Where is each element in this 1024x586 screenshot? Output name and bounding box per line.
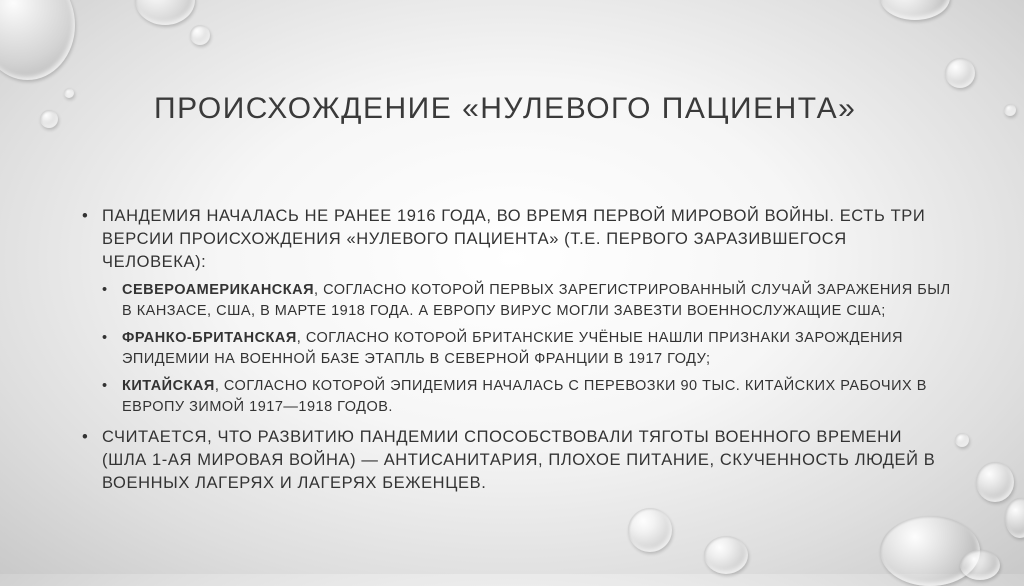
water-drop-decoration: [955, 433, 969, 447]
bullet-text: СЧИТАЕТСЯ, ЧТО РАЗВИТИЮ ПАНДЕМИИ СПОСОБСТВОВАЛИ ТЯГОТЫ ВОЕННОГО ВРЕМЕНИ (ШЛА 1-АЯ МИРОВАЯ ВОЙНА) — АНТИСАНИТАРИЯ, ПЛОХОЕ ПИТАНИЕ, СКУЧЕННОСТЬ ЛЮДЕЙ В ВОЕННЫХ ЛАГЕРЯХ И ЛАГЕРЯХ БЕЖЕНЦЕВ.: [102, 428, 936, 492]
slide-content: [82, 205, 952, 501]
bullet-item: [82, 426, 952, 495]
sub-bullet-item: [102, 376, 952, 418]
water-drop-decoration: [64, 88, 74, 98]
sub-bullet-item: [102, 328, 952, 370]
bullet-marker: •: [102, 282, 108, 298]
water-drop-decoration: [135, 0, 195, 25]
slide-title: ПРОИСХОЖДЕНИЕ «НУЛЕВОГО ПАЦИЕНТА»: [154, 92, 857, 125]
sub-bullet-list: [82, 280, 952, 418]
bullet-item: [82, 205, 952, 274]
water-drop-decoration: [0, 0, 75, 80]
sub-bullet-text: , СОГЛАСНО КОТОРОЙ ЭПИДЕМИЯ НАЧАЛАСЬ С ПЕРЕВОЗКИ 90 ТЫС. КИТАЙСКИХ РАБОЧИХ В ЕВРОПУ ЗИМОЙ 1917—1918 ГОДОВ.: [122, 378, 927, 415]
sub-bullet-term: СЕВЕРОАМЕРИКАНСКАЯ: [122, 282, 315, 298]
sub-bullet-item: [102, 280, 952, 322]
water-drop-decoration: [1005, 498, 1024, 538]
bullet-text: ПАНДЕМИЯ НАЧАЛАСЬ НЕ РАНЕЕ 1916 ГОДА, ВО ВРЕМЯ ПЕРВОЙ МИРОВОЙ ВОЙНЫ. ЕСТЬ ТРИ ВЕРСИИ ПРОИСХОЖДЕНИЯ «НУЛЕВОГО ПАЦИЕНТА» (Т.Е. ПЕРВОГО ЗАРАЗИВШЕГОСЯ ЧЕЛОВЕКА):: [102, 207, 926, 271]
water-drop-decoration: [704, 536, 748, 574]
water-drop-decoration: [880, 0, 950, 20]
sub-bullet-term: ФРАНКО-БРИТАНСКАЯ: [122, 330, 297, 346]
water-drop-decoration: [976, 462, 1014, 502]
sub-bullet-text: , СОГЛАСНО КОТОРОЙ БРИТАНСКИЕ УЧЁНЫЕ НАШЛИ ПРИЗНАКИ ЗАРОЖДЕНИЯ ЭПИДЕМИИ НА ВОЕННОЙ БАЗЕ ЭТАПЛЬ В СЕВЕРНОЙ ФРАНЦИИ В 1917 ГОДУ;: [122, 330, 903, 367]
bullet-marker: •: [82, 428, 89, 446]
bullet-marker: •: [82, 207, 89, 225]
sub-bullet-text: , СОГЛАСНО КОТОРОЙ ПЕРВЫХ ЗАРЕГИСТРИРОВАННЫЙ СЛУЧАЙ ЗАРАЖЕНИЯ БЫЛ В КАНЗАСЕ, США, В МАРТЕ 1918 ГОДА. А ЕВРОПУ ВИРУС МОГЛИ ЗАВЕЗТИ ВОЕННОСЛУЖАЩИЕ США;: [122, 282, 951, 319]
bullet-marker: •: [102, 330, 108, 346]
water-drop-decoration: [190, 25, 210, 45]
water-drop-decoration: [1004, 104, 1016, 116]
water-drop-decoration: [945, 58, 975, 88]
water-drop-decoration: [40, 110, 58, 128]
bullet-marker: •: [102, 378, 108, 394]
sub-bullet-term: КИТАЙСКАЯ: [122, 378, 215, 394]
water-drop-decoration: [628, 508, 672, 552]
water-drop-decoration: [960, 550, 1000, 580]
